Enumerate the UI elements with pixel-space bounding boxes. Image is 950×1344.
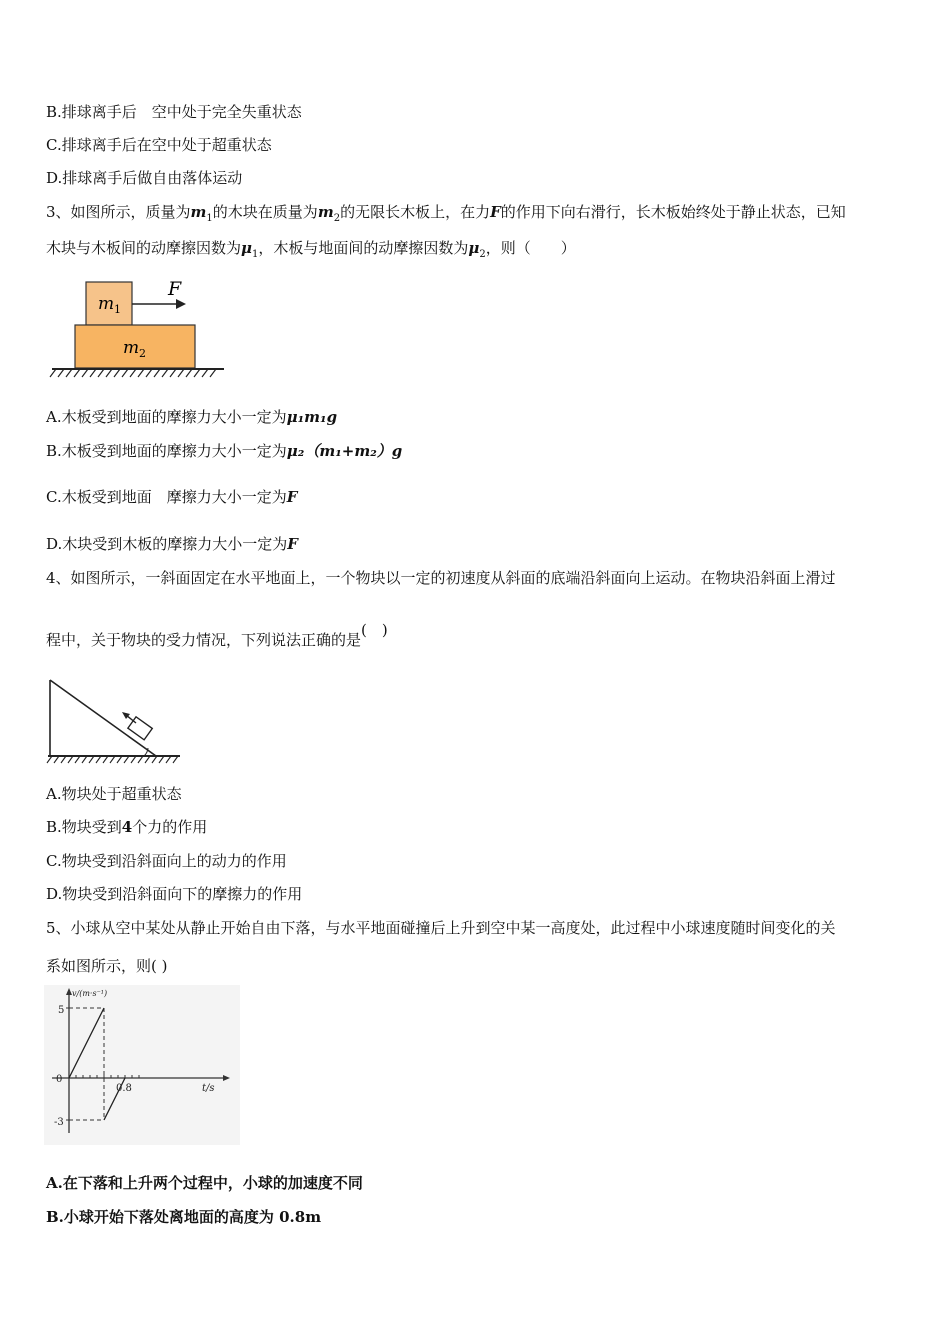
q3-stem-1a: 3、如图所示，质量为 [46, 203, 191, 221]
y-tick-label-5: 5 [58, 1005, 65, 1016]
hatch-mark [202, 369, 208, 377]
y-axis-label: v/(m·s⁻¹) [72, 989, 108, 998]
q3-option-b-text: B.木板受到地面的摩擦力大小一定为 [46, 442, 287, 460]
q2-option-b: B.排球离手后 空中处于完全失重状态 [46, 103, 302, 121]
hatch-mark [50, 369, 56, 377]
hatch-mark [61, 756, 66, 763]
hatch-mark [114, 369, 120, 377]
q4-stem-line1: 4、如图所示，一斜面固定在水平地面上，一个物块以一定的初速度从斜面的底端沿斜面向上运动。在物块沿斜面上滑过 [46, 569, 836, 587]
hatch-mark [145, 756, 150, 763]
q4-option-b-post: 个力的作用 [132, 818, 208, 836]
hatch-mark [89, 756, 94, 763]
q3-m2-sub: 2 [333, 213, 341, 224]
hatch-mark [194, 369, 200, 377]
hatch-mark [110, 756, 115, 763]
q3-option-c-formula: F [286, 488, 298, 506]
q3-option-b [46, 441, 402, 461]
q5-option-a: A.在下落和上升两个过程中，小球的加速度不同 [46, 1174, 363, 1192]
q3-stem-1c: 的无限长木板上，在力 [340, 203, 491, 221]
hatch-mark [210, 369, 216, 377]
q3-force-F: F [490, 203, 501, 221]
q3-stem-2a: 木块与木板间的动摩擦因数为 [46, 239, 242, 257]
hatch-mark [106, 369, 112, 377]
q4-paren: ( ) [361, 621, 388, 639]
y-tick-label-neg3: -3 [54, 1117, 64, 1128]
force-label: F [168, 278, 182, 300]
board-m2-sub: 2 [139, 347, 146, 360]
q3-option-d-text: D.木块受到木板的摩擦力大小一定为 [46, 535, 288, 553]
q3-mu1-sub: 1 [252, 249, 259, 260]
q3-stem-2c: ，则（ ） [485, 239, 576, 257]
hatch-mark [75, 756, 80, 763]
q3-option-c [46, 487, 297, 507]
q3-option-a-formula: μ₁m₁g [286, 408, 338, 426]
q4-option-c: C.物块受到沿斜面向上的动力的作用 [46, 852, 287, 870]
q3-stem-2b: ，木板与地面间的动摩擦因数为 [258, 239, 469, 257]
hatch-mark [82, 756, 87, 763]
hatch-mark [138, 369, 144, 377]
y-tick-label-0: 0 [56, 1074, 63, 1085]
x-axis-label: t/s [202, 1083, 215, 1094]
incline-slope [50, 680, 156, 756]
q5-vt-graph [44, 985, 240, 1145]
q3-option-d-formula: F [287, 535, 298, 553]
q3-mu1: μ [241, 239, 252, 257]
hatch-mark [152, 756, 157, 763]
hatch-mark [130, 369, 136, 377]
hatch-mark [166, 756, 171, 763]
q3-m1: m [190, 203, 207, 221]
q3-figure-blocks [48, 278, 228, 382]
q3-m1-sub: 1 [206, 213, 213, 224]
q3-option-d [46, 534, 298, 554]
x-tick-label-0-8: 0.8 [116, 1083, 132, 1094]
q4-stem-2: 程中，关于物块的受力情况，下列说法正确的是 [46, 631, 362, 649]
hatch-mark [82, 369, 88, 377]
hatch-mark [162, 369, 168, 377]
hatch-mark [170, 369, 176, 377]
hatch-mark [146, 369, 152, 377]
q3-m2: m [317, 203, 334, 221]
incline-ground-hatch [47, 756, 178, 763]
q3-stem-line1 [46, 202, 846, 229]
q4-option-b-pre: B.物块受到 [46, 818, 122, 836]
board-m2-label: m [123, 338, 140, 358]
q3-stem-1d: 的作用下向右滑行，长木板始终处于静止状态，已知 [500, 203, 846, 221]
q4-figure-incline [44, 676, 184, 768]
hatch-mark [138, 756, 143, 763]
hatch-mark [98, 369, 104, 377]
hatch-mark [124, 756, 129, 763]
hatch-mark [66, 369, 72, 377]
q3-stem-1b: 的木块在质量为 [212, 203, 318, 221]
hatch-mark [47, 756, 52, 763]
q3-option-a-text: A.木板受到地面的摩擦力大小一定为 [46, 408, 287, 426]
hatch-mark [74, 369, 80, 377]
hatch-mark [186, 369, 192, 377]
q4-option-d: D.物块受到沿斜面向下的摩擦力的作用 [46, 885, 303, 903]
force-arrowhead [176, 299, 186, 309]
q3-mu2-sub: 2 [479, 249, 486, 260]
q3-option-a [46, 407, 337, 427]
hatch-mark [131, 756, 136, 763]
block-m1-label: m [98, 294, 115, 314]
q3-option-c-text: C.木板受到地面 摩擦力大小一定为 [46, 488, 287, 506]
hatch-mark [159, 756, 164, 763]
q4-option-a: A.物块处于超重状态 [46, 785, 182, 803]
hatch-mark [68, 756, 73, 763]
q3-option-b-formula: μ₂（m₁+m₂）g [286, 442, 403, 460]
q2-option-c: C.排球离手后在空中处于超重状态 [46, 136, 272, 154]
ground-hatch [50, 369, 216, 377]
q5-option-b: B.小球开始下落处离地面的高度为 0.8m [46, 1208, 322, 1226]
q3-stem-line2 [46, 238, 576, 265]
hatch-mark [90, 369, 96, 377]
hatch-mark [54, 756, 59, 763]
hatch-mark [178, 369, 184, 377]
q3-mu2: μ [468, 239, 480, 257]
hatch-mark [96, 756, 101, 763]
q5-stem-line2: 系如图所示，则( ) [46, 957, 168, 975]
hatch-mark [117, 756, 122, 763]
q5-stem-line1: 5、小球从空中某处从静止开始自由下落，与水平地面碰撞后上升到空中某一高度处，此过程中小球速度随时间变化的关 [46, 919, 836, 937]
q4-option-b [46, 817, 207, 837]
q2-option-d: D.排球离手后做自由落体运动 [46, 169, 243, 187]
hatch-mark [122, 369, 128, 377]
block-m1-sub: 1 [114, 303, 121, 316]
hatch-mark [154, 369, 160, 377]
hatch-mark [58, 369, 64, 377]
q4-stem-line2 [46, 621, 388, 650]
hatch-mark [173, 756, 178, 763]
hatch-mark [103, 756, 108, 763]
q4-option-b-num: 4 [121, 818, 133, 836]
graph-background [44, 985, 240, 1145]
